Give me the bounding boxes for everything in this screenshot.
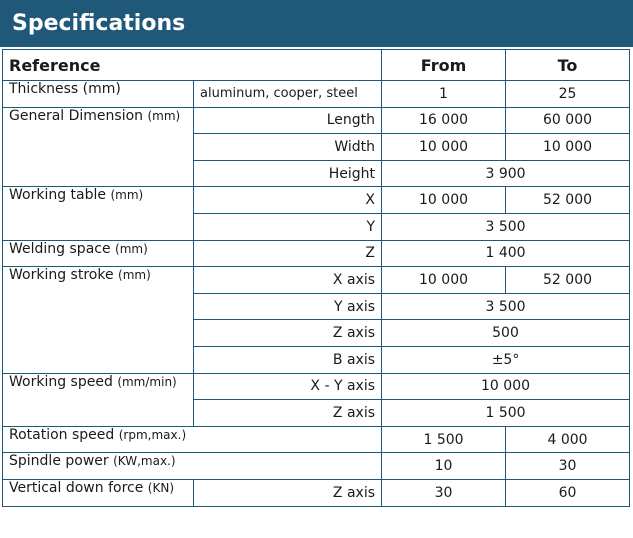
header-from: From	[382, 50, 506, 81]
row-sublabel: B axis	[194, 346, 382, 373]
value-merged: 500	[382, 320, 630, 347]
header-reference: Reference	[3, 50, 382, 81]
row-label: Welding space (mm)	[3, 240, 194, 267]
value-merged: 1 400	[382, 240, 630, 267]
value-merged: 3 500	[382, 213, 630, 240]
row-sublabel: Height	[194, 160, 382, 187]
value-to: 25	[506, 81, 630, 108]
row-label: Vertical down force (KN)	[3, 479, 194, 506]
row-label: Spindle power (KW,max.)	[3, 453, 382, 480]
row-label: Rotation speed (rpm,max.)	[3, 426, 382, 453]
row-sublabel: Length	[194, 107, 382, 134]
header-to: To	[506, 50, 630, 81]
row-label: Working speed (mm/min)	[3, 373, 194, 426]
row-sublabel: Z axis	[194, 320, 382, 347]
value-from: 10 000	[382, 134, 506, 161]
row-sublabel: Width	[194, 134, 382, 161]
row-sublabel: X - Y axis	[194, 373, 382, 400]
value-merged: 3 500	[382, 293, 630, 320]
table-row	[3, 373, 630, 400]
table-header-row	[3, 50, 630, 81]
row-label: Working stroke (mm)	[3, 267, 194, 373]
value-from: 10 000	[382, 187, 506, 214]
row-sublabel: X axis	[194, 267, 382, 294]
table-row	[3, 81, 630, 108]
table-row	[3, 107, 630, 134]
row-label: Thickness (mm)	[3, 81, 194, 108]
value-from: 10	[382, 453, 506, 480]
value-merged: ±5°	[382, 346, 630, 373]
specifications-table	[2, 49, 630, 507]
row-sublabel: Y axis	[194, 293, 382, 320]
value-to: 30	[506, 453, 630, 480]
value-from: 1 500	[382, 426, 506, 453]
row-sublabel: Z	[194, 240, 382, 267]
table-row	[3, 453, 630, 480]
value-to: 52 000	[506, 267, 630, 294]
row-sublabel: aluminum, cooper, steel	[194, 81, 382, 108]
row-label: General Dimension (mm)	[3, 107, 194, 187]
row-sublabel: X	[194, 187, 382, 214]
row-sublabel: Z axis	[194, 400, 382, 427]
value-merged: 10 000	[382, 373, 630, 400]
value-from: 10 000	[382, 267, 506, 294]
table-row	[3, 240, 630, 267]
value-to: 4 000	[506, 426, 630, 453]
value-from: 1	[382, 81, 506, 108]
value-from: 16 000	[382, 107, 506, 134]
table-row	[3, 267, 630, 294]
value-from: 30	[382, 479, 506, 506]
table-row	[3, 426, 630, 453]
page-title: Specifications	[0, 0, 633, 47]
table-row	[3, 187, 630, 214]
row-sublabel: Y	[194, 213, 382, 240]
value-to: 60 000	[506, 107, 630, 134]
value-merged: 3 900	[382, 160, 630, 187]
value-merged: 1 500	[382, 400, 630, 427]
value-to: 10 000	[506, 134, 630, 161]
row-label: Working table (mm)	[3, 187, 194, 240]
value-to: 52 000	[506, 187, 630, 214]
row-sublabel: Z axis	[194, 479, 382, 506]
table-row	[3, 479, 630, 506]
value-to: 60	[506, 479, 630, 506]
